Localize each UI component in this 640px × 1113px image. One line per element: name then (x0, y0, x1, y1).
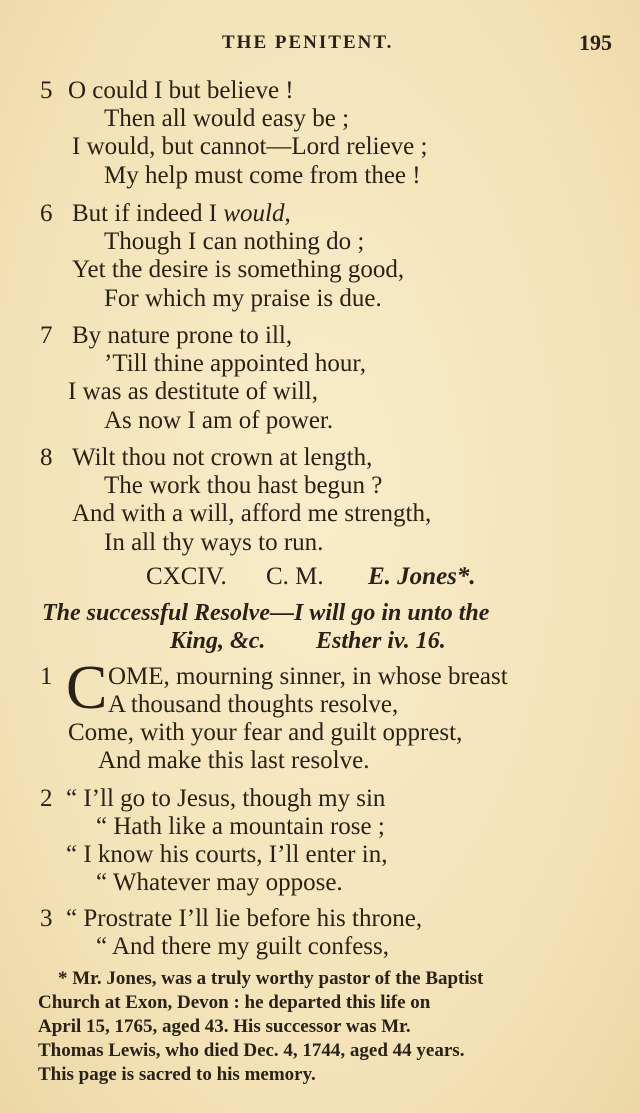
verse-line: OME, mourning sinner, in whose breast (108, 663, 508, 690)
verse-line: I was as destitute of will, (68, 378, 318, 405)
running-head: THE PENITENT. (222, 32, 394, 53)
verse-number: 1 (40, 663, 53, 690)
verse-line: In all thy ways to run. (104, 529, 324, 556)
verse-line: My help must come from thee ! (104, 162, 421, 189)
page-number: 195 (579, 30, 612, 55)
verse-number: 5 (40, 77, 53, 104)
hymn-meter: C. M. (266, 563, 324, 590)
verse-line: “ I know his courts, I’ll enter in, (66, 841, 388, 868)
verse-line: A thousand thoughts resolve, (108, 691, 399, 718)
verse-line: “ And there my guilt confess, (96, 933, 389, 960)
verse-line: And make this last resolve. (98, 747, 370, 774)
verse-line: Though I can nothing do ; (104, 228, 365, 255)
verse-line: Then all would easy be ; (104, 105, 350, 132)
verse-line: O could I but believe ! (68, 77, 294, 104)
verse-line: “ Prostrate I’ll lie before his throne, (66, 905, 423, 932)
verse-line: And with a will, afford me strength, (72, 500, 432, 527)
footnote-line: This page is sacred to his memory. (38, 1064, 316, 1085)
hymn-author: E. Jones*. (368, 563, 476, 590)
book-page: THE PENITENT. 195 5 O could I but believe ! Then all would easy be ; I would, but cannot—Lord relieve ; My help must come from thee ! 6 But if indeed I would, Though I can nothing do ; Yet the desire is something good, For which my praise is due. 7 By nature prone to ill, ’Till thine appointed hour, I was as destitute of will, As now I am of power. 8 Wilt thou not crown at length, The work thou hast begun ? And with a will, afford me strength, In all thy ways to run. CXCIV. C. M. E. Jones*. The successful Resolve—I will go in unto the King, &c. Esther iv. 16. 1 C OME, mourning sinner, in whose breast A thousand thoughts resolve, Come, with your fear and guilt opprest, And make this last resolve. 2 “ I’ll go to Jesus, though my sin “ Hath like a mountain rose ; “ I know his courts, I’ll enter in, “ Whatever may oppose. 3 “ Prostrate I’ll lie before his throne, “ And there my guilt confess, * Mr. Jones, was a truly worthy pastor of the Baptist Church at Exon, Devon : he departed this life on April 15, 1765, aged 43. His successor was Mr. Thomas Lewis, who died Dec. 4, 1744, aged 44 years. This page is sacred to his memory. (0, 0, 640, 1113)
verse-number: 7 (40, 322, 53, 349)
page-header (0, 30, 640, 60)
verse-number: 2 (40, 785, 53, 812)
footnote-line: * Mr. Jones, was a truly worthy pastor of the Baptist (58, 968, 484, 989)
verse-line: I would, but cannot—Lord relieve ; (72, 133, 428, 160)
verse-line: “ Hath like a mountain rose ; (96, 813, 385, 840)
verse-line: Wilt thou not crown at length, (72, 444, 373, 471)
verse-line: ’Till thine appointed hour, (104, 350, 366, 377)
verse-line: As now I am of power. (104, 407, 334, 434)
verse-line: For which my praise is due. (104, 285, 382, 312)
hymn-heading (0, 562, 640, 594)
verse-line: “ I’ll go to Jesus, though my sin (66, 785, 386, 812)
verse-line: Come, with your fear and guilt opprest, (68, 719, 463, 746)
hymn-number: CXCIV. (146, 563, 227, 590)
verse-line: The work thou hast begun ? (104, 472, 383, 499)
verse-line: Yet the desire is something good, (72, 256, 405, 283)
verse-number: 8 (40, 444, 53, 471)
footnote-line: Church at Exon, Devon : he departed this life on (38, 992, 431, 1013)
verse-line: By nature prone to ill, (72, 322, 293, 349)
verse-line: But if indeed I would, (72, 200, 291, 227)
drop-cap: C (66, 654, 108, 722)
verse-line: “ Whatever may oppose. (96, 869, 343, 896)
verse-number: 3 (40, 905, 53, 932)
footnote-line: April 15, 1765, aged 43. His successor was Mr. (38, 1016, 411, 1037)
verse-number: 6 (40, 200, 53, 227)
footnote-line: Thomas Lewis, who died Dec. 4, 1744, aged 44 years. (38, 1040, 465, 1061)
